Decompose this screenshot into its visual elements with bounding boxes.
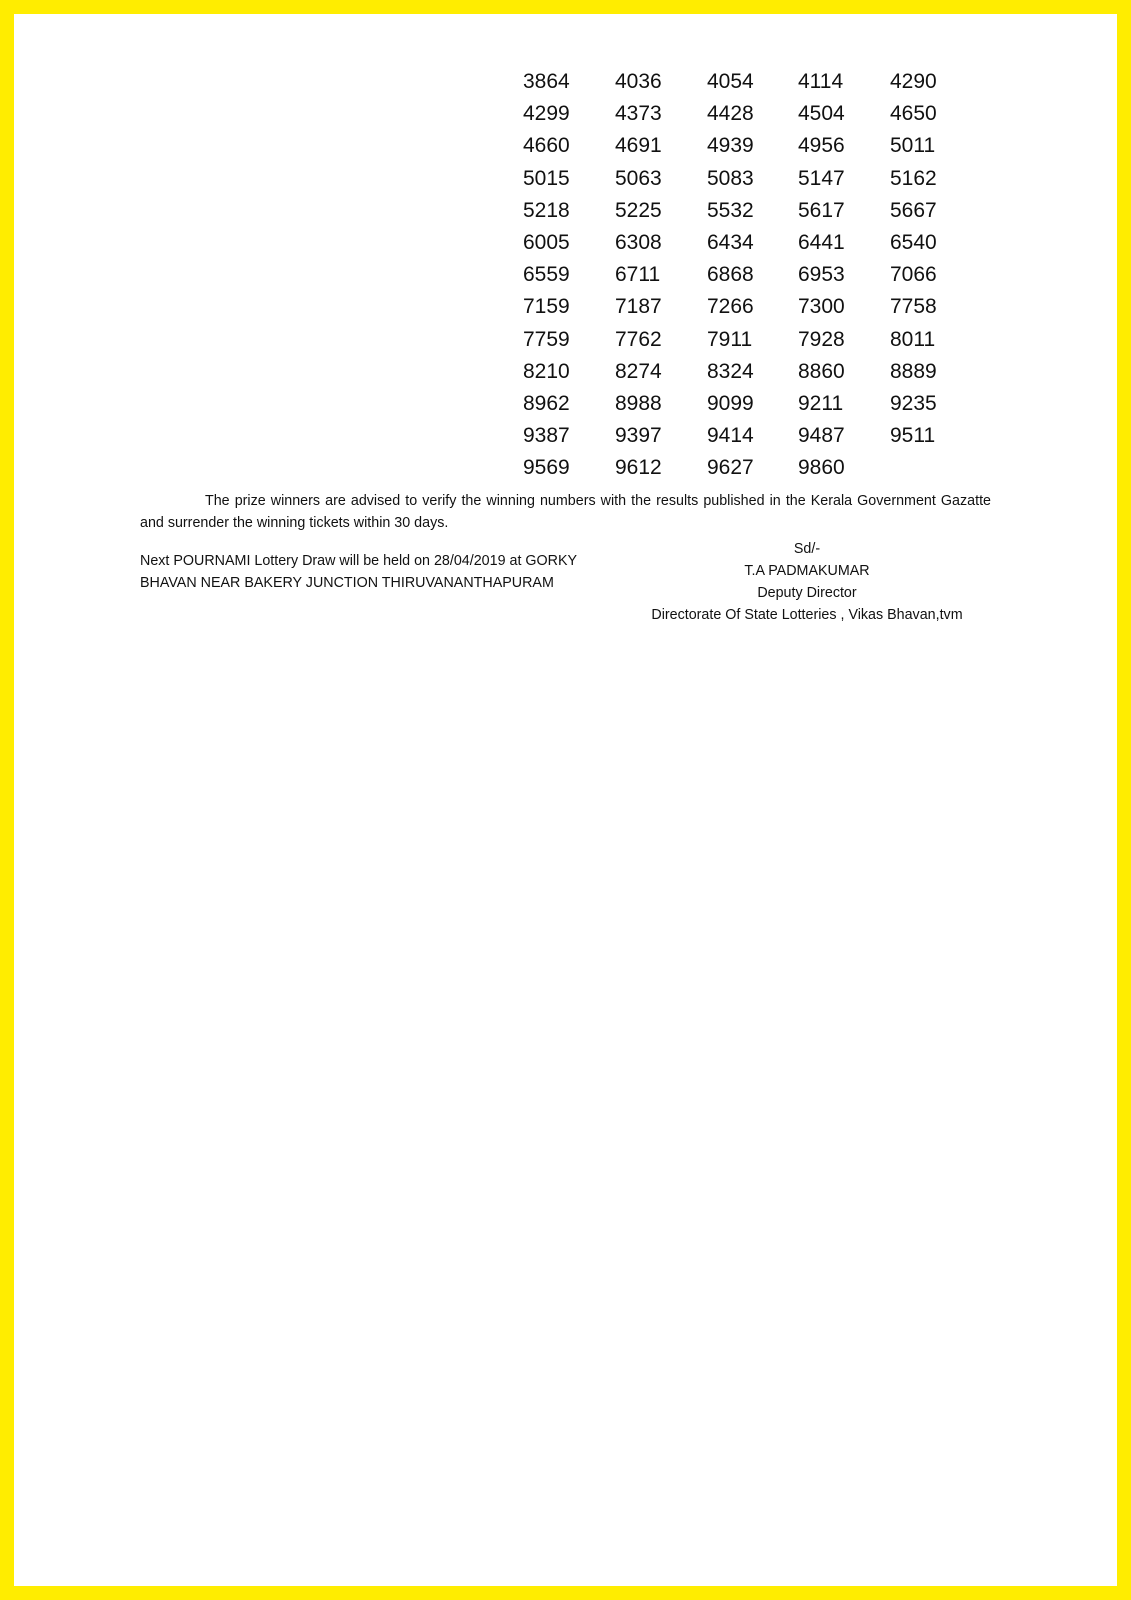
winning-number: 6434 bbox=[707, 230, 754, 254]
number-row bbox=[523, 324, 983, 356]
winning-number: 8889 bbox=[890, 359, 937, 383]
winning-number: 3864 bbox=[523, 70, 570, 93]
number-row bbox=[523, 130, 983, 162]
next-draw-notice bbox=[140, 550, 610, 594]
winning-number: 4691 bbox=[615, 134, 662, 158]
winning-number: 6441 bbox=[798, 230, 845, 254]
winning-number: 4650 bbox=[890, 102, 937, 126]
winning-number: 4290 bbox=[890, 70, 937, 93]
winning-number: 5218 bbox=[523, 198, 570, 222]
winning-number: 7928 bbox=[798, 327, 845, 351]
winning-number: 6868 bbox=[707, 263, 754, 287]
winning-number: 8988 bbox=[615, 391, 662, 415]
winning-number: 9414 bbox=[707, 424, 754, 448]
winning-number: 9627 bbox=[707, 456, 754, 480]
winning-number: 5617 bbox=[798, 198, 845, 222]
winning-number: 6540 bbox=[890, 230, 937, 254]
winning-number: 7758 bbox=[890, 295, 937, 319]
winning-number: 4299 bbox=[523, 102, 570, 126]
winning-number: 6005 bbox=[523, 230, 570, 254]
winning-numbers-grid bbox=[523, 66, 983, 484]
number-row bbox=[523, 420, 983, 452]
winning-number: 7066 bbox=[890, 263, 937, 287]
winning-number: 9387 bbox=[523, 424, 570, 448]
winning-number: 4373 bbox=[615, 102, 662, 126]
number-row bbox=[523, 356, 983, 388]
winning-number: 7762 bbox=[615, 327, 662, 351]
prize-verification-notice: The prize winners are advised to verify the winning numbers with the results published in the Kerala Government Gazatte and surrender the winning tickets within 30 days. bbox=[140, 493, 991, 531]
next-draw-line-2: BHAVAN NEAR BAKERY JUNCTION THIRUVANANTHAPURAM bbox=[140, 575, 554, 591]
signature-block bbox=[612, 538, 1002, 626]
winning-number: 8324 bbox=[707, 359, 754, 383]
number-row bbox=[523, 195, 983, 227]
winning-number: 8274 bbox=[615, 359, 662, 383]
winning-number: 4054 bbox=[707, 70, 754, 93]
winning-number: 7911 bbox=[707, 327, 753, 351]
winning-number: 8962 bbox=[523, 391, 570, 415]
winning-number: 4114 bbox=[798, 70, 844, 93]
winning-number: 9099 bbox=[707, 391, 754, 415]
winning-number: 7300 bbox=[798, 295, 845, 319]
winning-number: 5147 bbox=[798, 166, 845, 190]
winning-number: 9235 bbox=[890, 391, 937, 415]
winning-number: 9569 bbox=[523, 456, 570, 480]
winning-number: 7759 bbox=[523, 327, 570, 351]
number-row bbox=[523, 227, 983, 259]
winning-number: 4036 bbox=[615, 70, 662, 93]
winning-number: 7187 bbox=[615, 295, 662, 319]
winning-number: 9397 bbox=[615, 424, 662, 448]
signature-sd: Sd/- bbox=[793, 541, 821, 557]
number-row bbox=[523, 291, 983, 323]
winning-number: 8860 bbox=[798, 359, 845, 383]
signatory-designation: Deputy Director bbox=[757, 585, 857, 601]
winning-number: 5225 bbox=[615, 198, 662, 222]
winning-number: 6953 bbox=[798, 263, 845, 287]
winning-number: 7266 bbox=[707, 295, 754, 319]
winning-number: 9211 bbox=[798, 391, 844, 415]
winning-number: 9487 bbox=[798, 424, 845, 448]
winning-number: 8011 bbox=[890, 327, 936, 351]
winning-number: 4956 bbox=[798, 134, 845, 158]
winning-number: 5083 bbox=[707, 166, 754, 190]
winning-number: 5063 bbox=[615, 166, 662, 190]
winning-number: 9511 bbox=[890, 424, 936, 448]
next-draw-line-1: Next POURNAMI Lottery Draw will be held on 28/04/2019 at GORKY bbox=[140, 553, 578, 569]
winning-number: 5532 bbox=[707, 198, 754, 222]
winning-number: 6308 bbox=[615, 230, 662, 254]
winning-number: 8210 bbox=[523, 359, 570, 383]
winning-number: 6559 bbox=[523, 263, 570, 287]
number-row bbox=[523, 98, 983, 130]
winning-number: 6711 bbox=[615, 263, 661, 287]
signatory-name: T.A PADMAKUMAR bbox=[744, 563, 870, 579]
winning-number: 4939 bbox=[707, 134, 754, 158]
winning-number: 5667 bbox=[890, 198, 937, 222]
number-row bbox=[523, 66, 983, 98]
winning-number: 9860 bbox=[798, 456, 845, 480]
winning-number: 5162 bbox=[890, 166, 937, 190]
winning-number: 4428 bbox=[707, 102, 754, 126]
number-row bbox=[523, 452, 983, 484]
winning-number: 7159 bbox=[523, 295, 570, 319]
winning-number: 5011 bbox=[890, 134, 936, 158]
winning-number: 9612 bbox=[615, 456, 662, 480]
number-row bbox=[523, 163, 983, 195]
winning-number: 4660 bbox=[523, 134, 570, 158]
number-row bbox=[523, 388, 983, 420]
winning-number: 4504 bbox=[798, 102, 845, 126]
winning-number: 5015 bbox=[523, 166, 570, 190]
number-row bbox=[523, 259, 983, 291]
signatory-office: Directorate Of State Lotteries , Vikas Bhavan,tvm bbox=[651, 607, 963, 623]
